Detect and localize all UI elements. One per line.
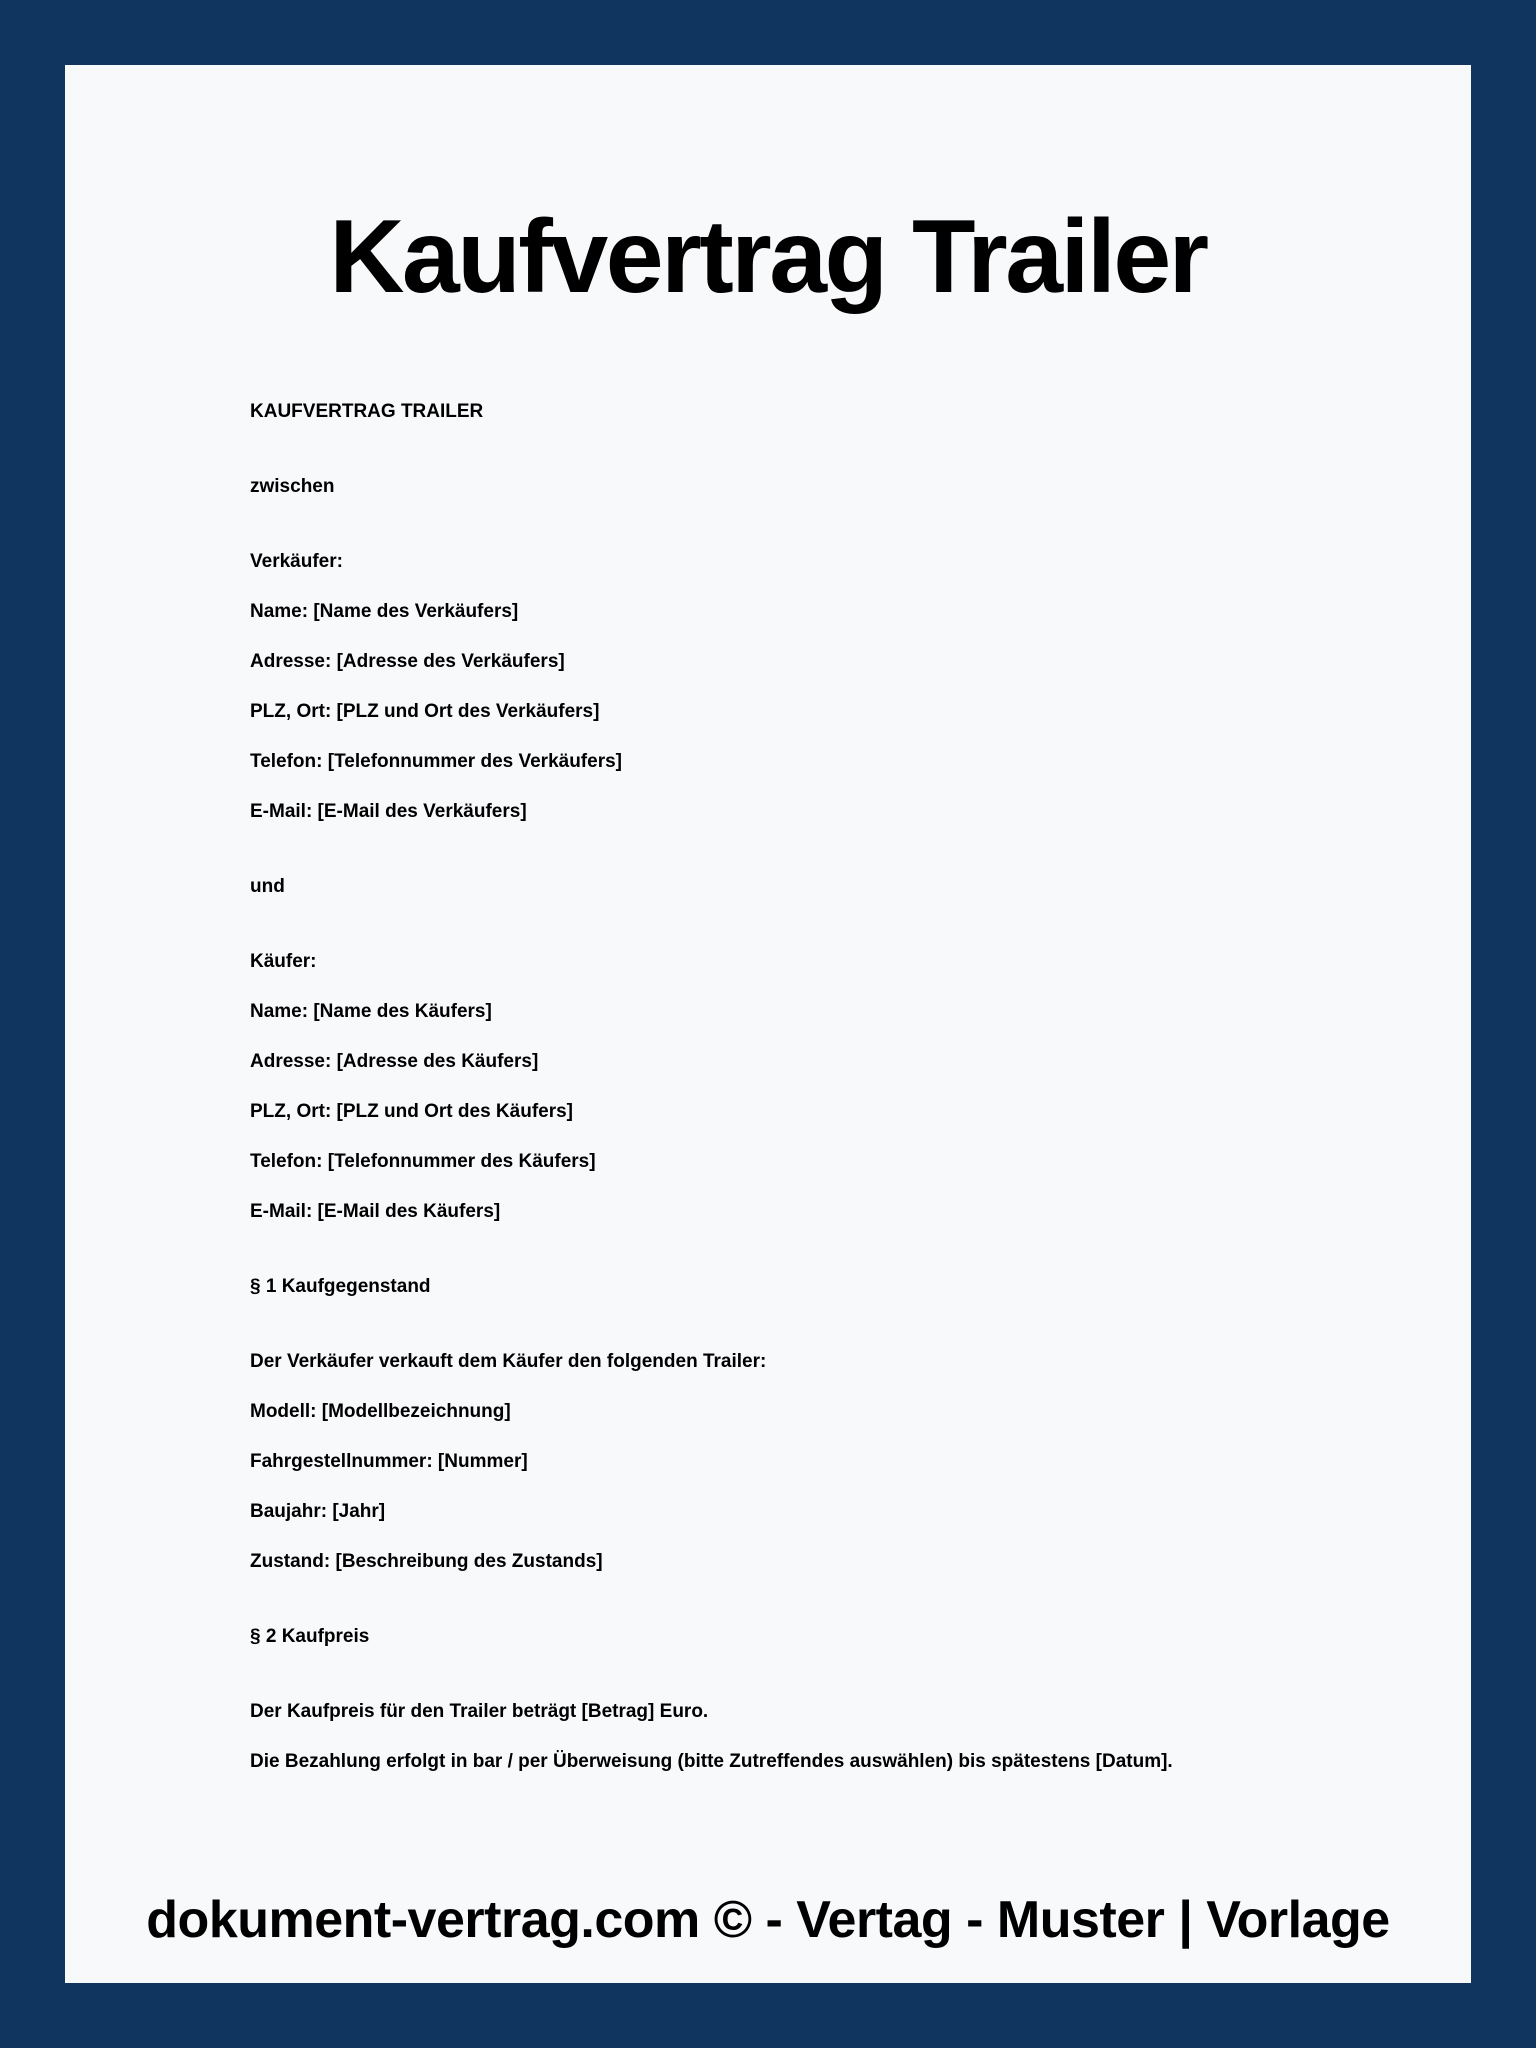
section-1-intro: Der Verkäufer verkauft dem Käufer den folgenden Trailer: xyxy=(250,1351,767,1372)
between-text: zwischen xyxy=(250,476,335,497)
document-title: Kaufvertrag Trailer xyxy=(329,199,1207,315)
section-2-heading: § 2 Kaufpreis xyxy=(250,1626,370,1647)
trailer-year: Baujahr: [Jahr] xyxy=(250,1501,386,1522)
buyer-phone: Telefon: [Telefonnummer des Käufers] xyxy=(250,1151,596,1172)
buyer-city: PLZ, Ort: [PLZ und Ort des Käufers] xyxy=(250,1101,574,1122)
buyer-email: E-Mail: [E-Mail des Käufers] xyxy=(250,1201,501,1222)
buyer-label: Käufer: xyxy=(250,951,317,972)
purchase-price: Der Kaufpreis für den Trailer beträgt [Betrag] Euro. xyxy=(250,1701,709,1722)
contract-heading: KAUFVERTRAG TRAILER xyxy=(250,401,484,422)
footer-watermark: dokument-vertrag.com © - Vertag - Muster | Vorlage xyxy=(146,1891,1390,1949)
seller-label: Verkäufer: xyxy=(250,551,343,572)
trailer-chassis-number: Fahrgestellnummer: [Nummer] xyxy=(250,1451,528,1472)
seller-phone: Telefon: [Telefonnummer des Verkäufers] xyxy=(250,751,622,772)
seller-city: PLZ, Ort: [PLZ und Ort des Verkäufers] xyxy=(250,701,600,722)
buyer-name: Name: [Name des Käufers] xyxy=(250,1001,492,1022)
seller-email: E-Mail: [E-Mail des Verkäufers] xyxy=(250,801,527,822)
document-page xyxy=(65,65,1471,1983)
buyer-address: Adresse: [Adresse des Käufers] xyxy=(250,1051,539,1072)
trailer-condition: Zustand: [Beschreibung des Zustands] xyxy=(250,1551,603,1572)
section-1-heading: § 1 Kaufgegenstand xyxy=(250,1276,431,1297)
and-text: und xyxy=(250,876,285,897)
trailer-model: Modell: [Modellbezeichnung] xyxy=(250,1401,511,1422)
payment-terms: Die Bezahlung erfolgt in bar / per Überweisung (bitte Zutreffendes auswählen) bis spätestens [Datum]. xyxy=(250,1751,1173,1772)
seller-address: Adresse: [Adresse des Verkäufers] xyxy=(250,651,565,672)
seller-name: Name: [Name des Verkäufers] xyxy=(250,601,519,622)
